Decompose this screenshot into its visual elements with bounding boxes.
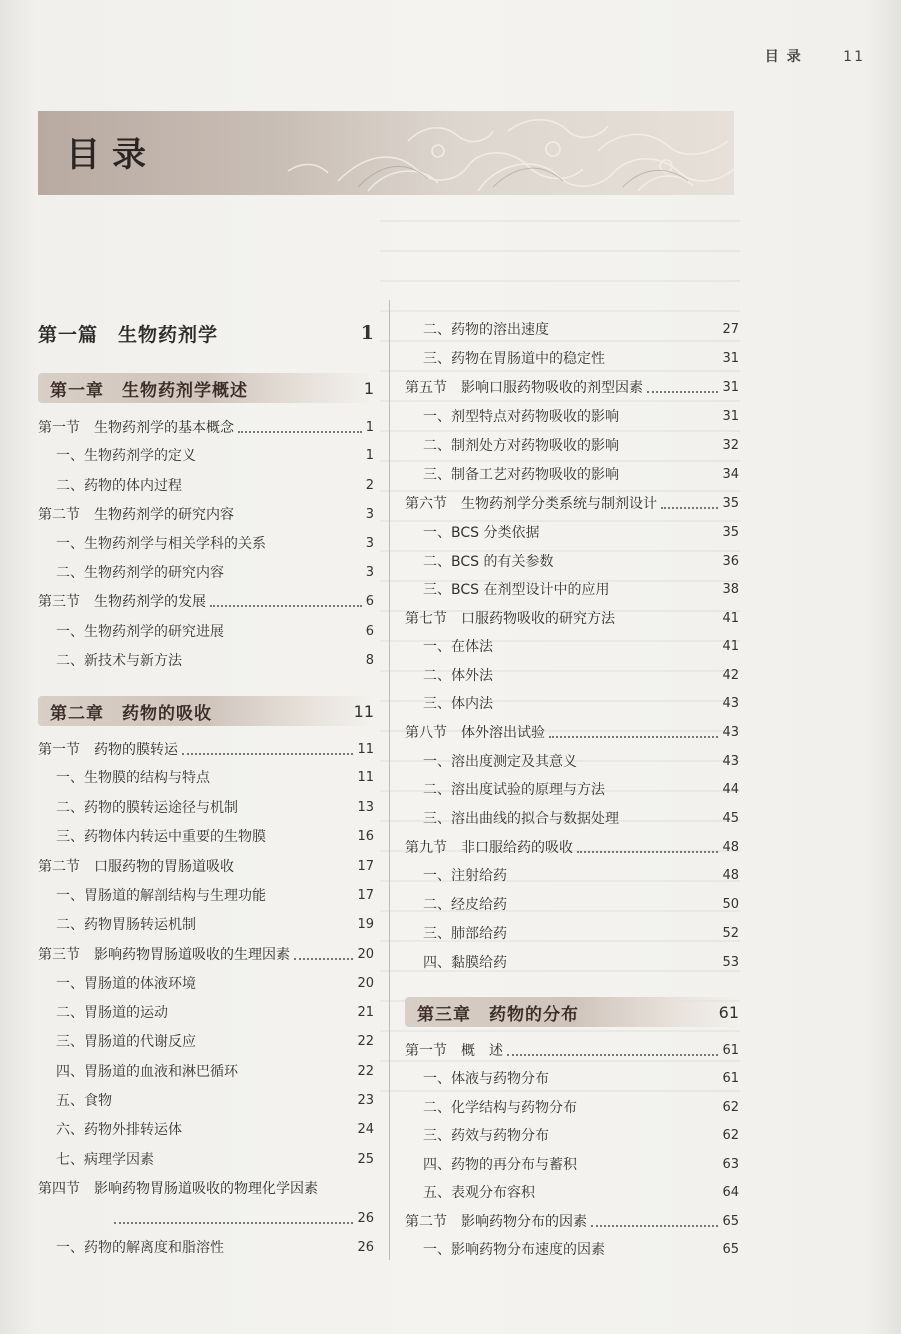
dot-leader <box>507 1040 718 1056</box>
item-entry <box>405 345 739 371</box>
entry-page-number: 23 <box>357 1092 374 1108</box>
section-entry <box>38 853 374 879</box>
entry-title: 一、生物膜的结构与特点 <box>56 770 210 786</box>
entry-page-number: 27 <box>722 321 739 337</box>
entry-page-number: 50 <box>722 896 739 912</box>
entry-page-number: 3 <box>365 535 374 551</box>
section-entry <box>38 736 374 762</box>
item-entry <box>38 472 374 498</box>
entry-title: 第二节 口服药物的胃肠道吸收 <box>38 859 234 875</box>
item-entry <box>405 576 739 602</box>
section-entry <box>405 605 739 631</box>
entry-title: 第五节 影响口服药物吸收的剂型因素 <box>405 380 643 396</box>
chapter-heading <box>38 373 374 403</box>
entry-page-number: 62 <box>722 1127 739 1143</box>
banner-title: 目录 <box>66 135 158 175</box>
entry-page-number: 43 <box>722 753 739 769</box>
section-entry <box>38 588 374 614</box>
entry-page-number: 63 <box>722 1156 739 1172</box>
running-head-page-number: 11 <box>843 49 865 65</box>
item-entry <box>38 970 374 996</box>
item-entry <box>38 911 374 937</box>
entry-page-number: 52 <box>722 925 739 941</box>
item-entry <box>405 1094 739 1120</box>
entry-title: 二、经皮给药 <box>423 897 507 913</box>
part-heading <box>38 320 374 346</box>
entry-title: 二、生物药剂学的研究内容 <box>56 565 224 581</box>
item-entry <box>405 519 739 545</box>
entry-page-number: 2 <box>365 477 374 493</box>
entry-title: 六、药物外排转运体 <box>56 1122 182 1138</box>
entry-page-number: 26 <box>357 1210 374 1226</box>
item-entry <box>405 461 739 487</box>
entry-page-number: 44 <box>722 781 739 797</box>
section-entry <box>405 1208 739 1234</box>
entry-page-number: 42 <box>722 667 739 683</box>
entry-page-number: 1 <box>365 419 374 435</box>
entry-title: 一、在体法 <box>423 639 493 655</box>
entry-page-number: 41 <box>722 638 739 654</box>
dot-leader <box>210 591 362 607</box>
entry-title: 第九节 非口服给药的吸收 <box>405 840 573 856</box>
section-entry <box>405 490 739 516</box>
entry-page-number: 61 <box>718 1002 739 1022</box>
entry-title: 三、肺部给药 <box>423 926 507 942</box>
entry-page-number: 31 <box>722 350 739 366</box>
entry-title: 第一节 生物药剂学的基本概念 <box>38 420 234 436</box>
entry-page-number: 62 <box>722 1099 739 1115</box>
section-entry <box>38 501 374 527</box>
entry-title: 第七节 口服药物吸收的研究方法 <box>405 611 615 627</box>
entry-page-number: 16 <box>357 828 374 844</box>
entry-title: 第二节 影响药物分布的因素 <box>405 1214 587 1230</box>
entry-page-number: 48 <box>722 839 739 855</box>
entry-title: 三、BCS 在剂型设计中的应用 <box>423 582 610 598</box>
entry-title: 第八节 体外溶出试验 <box>405 725 545 741</box>
entry-title: 三、制备工艺对药物吸收的影响 <box>423 467 619 483</box>
section-entry <box>405 834 739 860</box>
section-entry <box>405 719 739 745</box>
entry-title: 五、表观分布容积 <box>423 1185 535 1201</box>
item-entry <box>405 891 739 917</box>
entry-title: 第一篇 生物药剂学 <box>38 323 219 346</box>
item-entry <box>38 794 374 820</box>
entry-page-number: 1 <box>360 322 374 344</box>
entry-page-number: 31 <box>722 408 739 424</box>
entry-title: 四、胃肠道的血液和淋巴循环 <box>56 1064 238 1080</box>
entry-title: 七、病理学因素 <box>56 1152 154 1168</box>
running-head <box>765 46 865 66</box>
entry-title: 第一章 生物药剂学概述 <box>50 380 248 401</box>
entry-page-number: 11 <box>357 769 374 785</box>
item-entry <box>38 618 374 644</box>
entry-title: 二、溶出度试验的原理与方法 <box>423 782 605 798</box>
entry-page-number: 26 <box>357 1239 374 1255</box>
entry-title: 二、化学结构与药物分布 <box>423 1100 577 1116</box>
entry-title: 一、剂型特点对药物吸收的影响 <box>423 409 619 425</box>
item-entry <box>405 862 739 888</box>
entry-title: 一、溶出度测定及其意义 <box>423 754 577 770</box>
entry-title: 第六节 生物药剂学分类系统与制剂设计 <box>405 496 657 512</box>
entry-title: 三、溶出曲线的拟合与数据处理 <box>423 811 619 827</box>
contents-banner <box>38 111 734 195</box>
dot-leader <box>661 493 718 509</box>
entry-page-number: 35 <box>722 495 739 511</box>
item-entry <box>405 690 739 716</box>
entry-page-number: 6 <box>365 593 374 609</box>
entry-page-number: 19 <box>357 916 374 932</box>
entry-page-number: 45 <box>722 810 739 826</box>
entry-page-number: 61 <box>722 1070 739 1086</box>
item-entry <box>38 530 374 556</box>
section-entry <box>405 374 739 400</box>
entry-page-number: 61 <box>722 1042 739 1058</box>
entry-page-number: 3 <box>365 564 374 580</box>
entry-page-number: 65 <box>722 1241 739 1257</box>
item-entry <box>405 633 739 659</box>
entry-title: 一、生物药剂学的定义 <box>56 448 196 464</box>
entry-page-number: 43 <box>722 724 739 740</box>
running-head-title: 目录 <box>764 49 809 65</box>
item-entry <box>38 764 374 790</box>
item-entry <box>38 1116 374 1142</box>
entry-page-number: 20 <box>357 975 374 991</box>
entry-page-number: 6 <box>365 623 374 639</box>
item-entry <box>405 949 739 975</box>
entry-page-number: 20 <box>357 946 374 962</box>
item-entry <box>405 432 739 458</box>
entry-page-number: 41 <box>722 610 739 626</box>
item-entry <box>405 776 739 802</box>
entry-title: 四、黏膜给药 <box>423 955 507 971</box>
item-entry <box>405 920 739 946</box>
entry-page-number: 11 <box>353 701 374 721</box>
entry-title: 第一节 概 述 <box>405 1043 503 1059</box>
entry-page-number: 24 <box>357 1121 374 1137</box>
item-entry <box>38 559 374 585</box>
item-entry <box>38 999 374 1025</box>
entry-title: 第三节 生物药剂学的发展 <box>38 594 206 610</box>
entry-page-number: 22 <box>357 1033 374 1049</box>
item-entry <box>405 316 739 342</box>
item-entry <box>38 647 374 673</box>
dot-leader <box>591 1211 718 1227</box>
entry-title: 第一节 药物的膜转运 <box>38 742 178 758</box>
entry-title: 第三章 药物的分布 <box>417 1004 579 1025</box>
entry-page-number: 21 <box>357 1004 374 1020</box>
entry-page-number: 17 <box>357 858 374 874</box>
entry-page-number: 34 <box>722 466 739 482</box>
entry-title: 三、胃肠道的代谢反应 <box>56 1034 196 1050</box>
entry-page-number: 38 <box>722 581 739 597</box>
entry-title: 一、BCS 分类依据 <box>423 525 540 541</box>
chapter-heading <box>405 997 739 1027</box>
dot-leader <box>238 417 362 433</box>
entry-page-number: 36 <box>722 553 739 569</box>
item-entry <box>405 748 739 774</box>
entry-title: 二、体外法 <box>423 668 493 684</box>
entry-title: 一、影响药物分布速度的因素 <box>423 1242 605 1258</box>
item-entry <box>405 1179 739 1205</box>
entry-title: 二、BCS 的有关参数 <box>423 554 554 570</box>
entry-title: 二、胃肠道的运动 <box>56 1005 168 1021</box>
entry-page-number: 8 <box>365 652 374 668</box>
entry-title: 第三节 影响药物胃肠道吸收的生理因素 <box>38 947 290 963</box>
entry-page-number: 48 <box>722 867 739 883</box>
item-entry <box>38 882 374 908</box>
entry-page-number: 65 <box>722 1213 739 1229</box>
entry-page-number: 43 <box>722 695 739 711</box>
entry-page-number: 31 <box>722 379 739 395</box>
entry-title: 第二章 药物的吸收 <box>50 703 212 724</box>
entry-page-number: 1 <box>365 447 374 463</box>
item-entry <box>405 403 739 429</box>
item-entry <box>405 805 739 831</box>
chapter-heading <box>38 696 374 726</box>
entry-page-number: 22 <box>357 1063 374 1079</box>
item-entry <box>38 1146 374 1172</box>
entry-title: 第四节 影响药物胃肠道吸收的物理化学因素 <box>38 1181 318 1197</box>
entry-title: 一、注射给药 <box>423 868 507 884</box>
dot-leader <box>294 944 353 960</box>
entry-page-number: 13 <box>357 799 374 815</box>
entry-page-number: 17 <box>357 887 374 903</box>
item-entry <box>405 1236 739 1262</box>
item-entry <box>38 1058 374 1084</box>
entry-page-number: 53 <box>722 954 739 970</box>
entry-title: 一、体液与药物分布 <box>423 1071 549 1087</box>
entry-title: 一、胃肠道的体液环境 <box>56 976 196 992</box>
column-divider <box>389 300 390 1260</box>
item-entry <box>38 1234 374 1260</box>
entry-title: 一、药物的解离度和脂溶性 <box>56 1240 224 1256</box>
dot-leader <box>647 377 718 393</box>
section-entry <box>38 941 374 967</box>
dot-leader <box>577 837 718 853</box>
item-entry <box>38 442 374 468</box>
item-entry <box>38 823 374 849</box>
item-entry <box>405 548 739 574</box>
item-entry <box>405 1151 739 1177</box>
section-entry <box>38 414 374 440</box>
entry-title: 二、制剂处方对药物吸收的影响 <box>423 438 619 454</box>
section-entry-continuation <box>38 1205 374 1231</box>
section-entry <box>38 1175 374 1201</box>
entry-title: 五、食物 <box>56 1093 112 1109</box>
entry-title: 三、体内法 <box>423 696 493 712</box>
item-entry <box>38 1028 374 1054</box>
item-entry <box>38 1087 374 1113</box>
entry-title: 三、药物体内转运中重要的生物膜 <box>56 829 266 845</box>
entry-title: 三、药物在胃肠道中的稳定性 <box>423 351 605 367</box>
item-entry <box>405 1122 739 1148</box>
entry-page-number: 64 <box>722 1184 739 1200</box>
entry-title: 一、生物药剂学的研究进展 <box>56 624 224 640</box>
entry-title: 二、药物的溶出速度 <box>423 322 549 338</box>
entry-page-number: 35 <box>722 524 739 540</box>
dot-leader <box>114 1208 353 1224</box>
entry-title: 一、胃肠道的解剖结构与生理功能 <box>56 888 266 904</box>
dot-leader <box>549 722 718 738</box>
entry-title: 二、药物胃肠转运机制 <box>56 917 196 933</box>
entry-title: 四、药物的再分布与蓄积 <box>423 1157 577 1173</box>
entry-title: 一、生物药剂学与相关学科的关系 <box>56 536 266 552</box>
item-entry <box>405 662 739 688</box>
entry-page-number: 11 <box>357 741 374 757</box>
entry-title: 二、药物的膜转运途径与机制 <box>56 800 238 816</box>
entry-page-number: 1 <box>363 378 374 398</box>
entry-page-number: 32 <box>722 437 739 453</box>
entry-title: 二、药物的体内过程 <box>56 478 182 494</box>
entry-title: 三、药效与药物分布 <box>423 1128 549 1144</box>
entry-title: 二、新技术与新方法 <box>56 653 182 669</box>
dot-leader <box>182 739 353 755</box>
entry-page-number: 25 <box>357 1151 374 1167</box>
entry-page-number: 3 <box>365 506 374 522</box>
item-entry <box>405 1065 739 1091</box>
section-entry <box>405 1037 739 1063</box>
entry-title: 第二节 生物药剂学的研究内容 <box>38 507 234 523</box>
